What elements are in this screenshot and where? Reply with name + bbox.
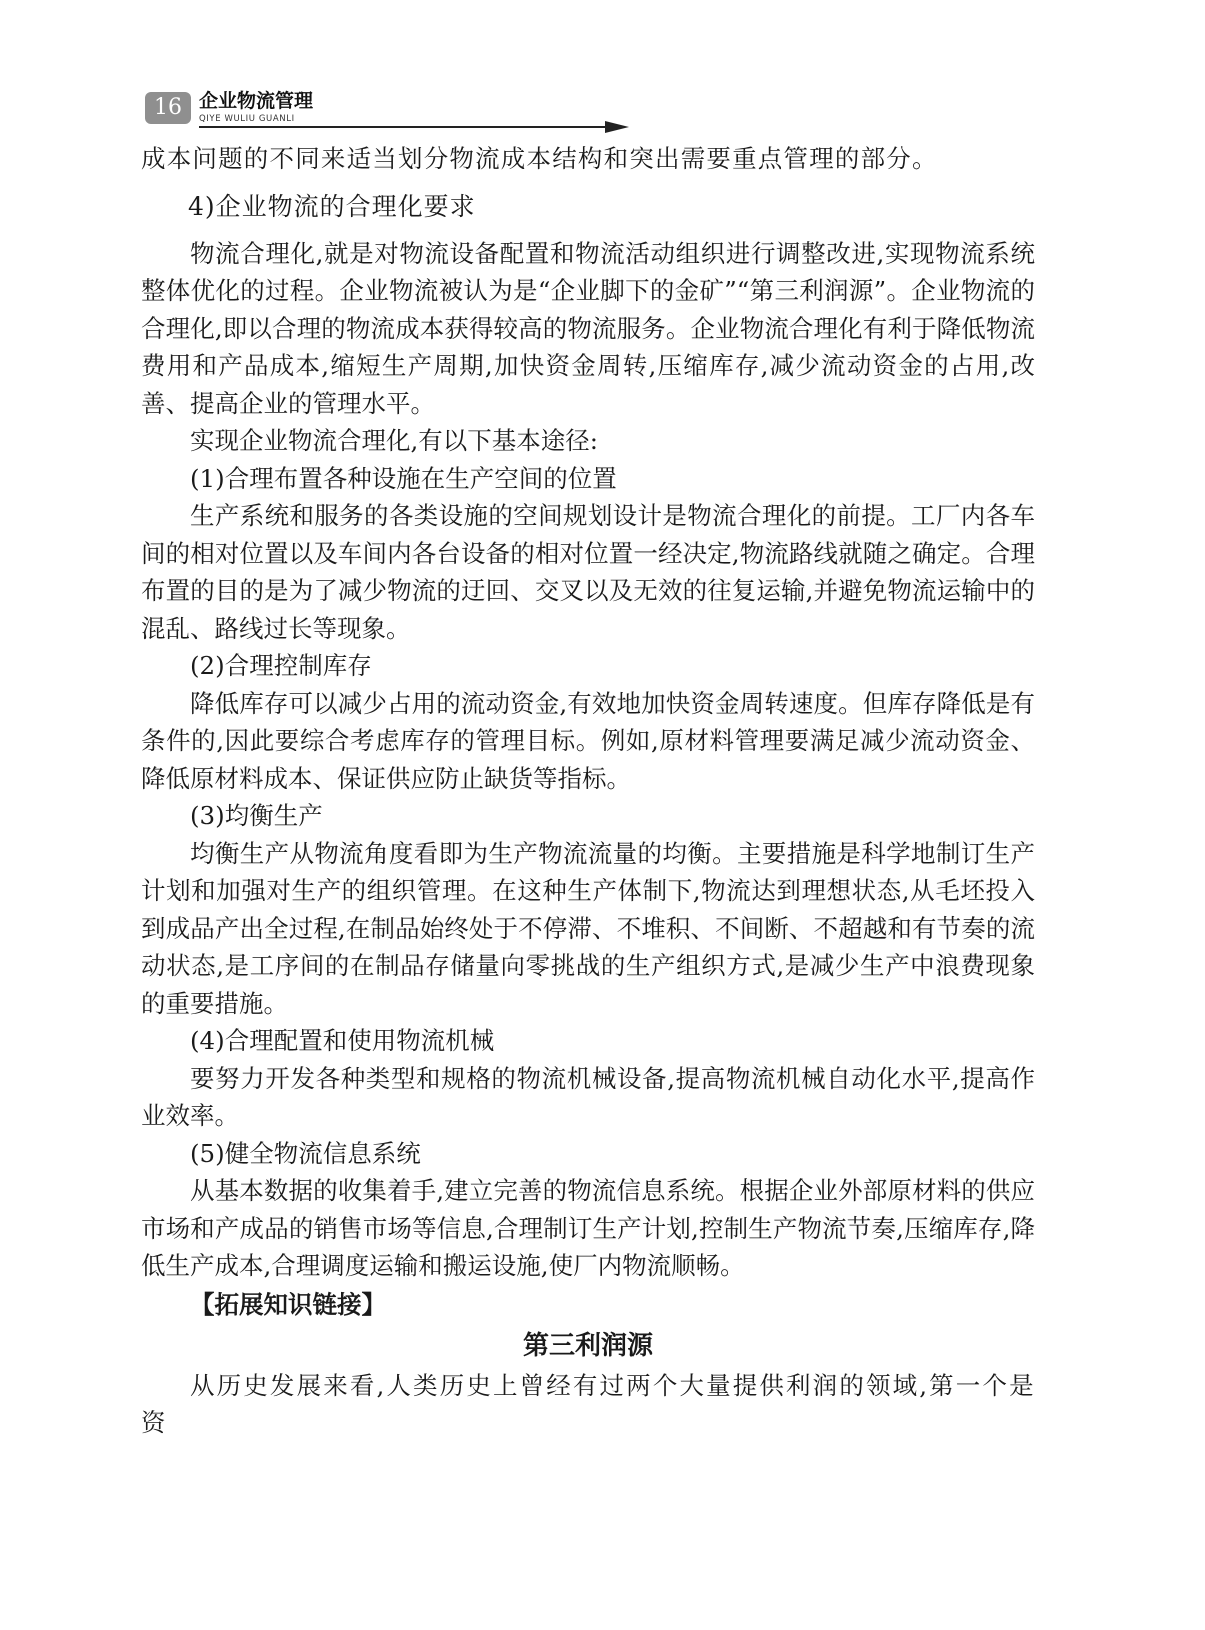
item-title: (3)均衡生产: [190, 801, 323, 830]
extension-title: 第三利润源: [522, 1330, 653, 1361]
running-header: [145, 88, 635, 128]
item-paragraph: 均衡生产从物流角度看即为生产物流流量的均衡。主要措施是科学地制订生产计划和加强对生产的组织管理。在这种生产体制下,物流达到理想状态,从毛坯投入到成品产出全过程,在制品始终处于不停滞、不堆积、不间断、不超越和有节奏的流动状态,是工序间的在制品存储量向零挑战的生产组织方式,是减少生产中浪费现象的重要措施。: [141, 838, 1035, 1018]
page-number-badge: 16: [145, 92, 191, 124]
item-paragraph: 从基本数据的收集着手,建立完善的物流信息系统。根据企业外部原材料的供应市场和产成品的销售市场等信息,合理制订生产计划,控制生产物流节奏,压缩库存,降低生产成本,合理调度运输和搬运设施,使厂内物流顺畅。: [141, 1176, 1035, 1280]
item-paragraph: 生产系统和服务的各类设施的空间规划设计是物流合理化的前提。工厂内各车间的相对位置以及车间内各台设备的相对位置一经决定,物流路线就随之确定。合理布置的目的是为了减少物流的迂回、交叉以及无效的往复运输,并避免物流运输中的混乱、路线过长等现象。: [141, 501, 1035, 643]
continuation-paragraph: 成本问题的不同来适当划分物流成本结构和突出需要重点管理的部分。: [141, 144, 938, 173]
item-paragraph: 降低库存可以减少占用的流动资金,有效地加快资金周转速度。但库存降低是有条件的,因此要综合考虑库存的管理目标。例如,原材料管理要满足减少流动资金、降低原材料成本、保证供应防止缺货等指标。: [141, 688, 1035, 793]
section-heading: 4)企业物流的合理化要求: [188, 191, 476, 221]
extension-paragraph: 从历史发展来看,人类历史上曾经有过两个大量提供利润的领域,第一个是资: [141, 1370, 1035, 1437]
item-title: (4)合理配置和使用物流机械: [190, 1026, 495, 1055]
item-title: (5)健全物流信息系统: [190, 1138, 421, 1168]
page-body: [141, 140, 1035, 1442]
arrow-icon: [605, 121, 629, 133]
item-title: (1)合理布置各种设施在生产空间的位置: [190, 463, 617, 493]
item-title: (2)合理控制库存: [190, 651, 372, 680]
intro-paragraph: 物流合理化,就是对物流设备配置和物流活动组织进行调整改进,实现物流系统整体优化的过程。企业物流被认为是“企业脚下的金矿”“第三利润源”。企业物流的合理化,即以合理的物流成本获得较高的物流服务。企业物流合理化有利于降低物流费用和产品成本,缩短生产周期,加快资金周转,压缩库存,减少流动资金的占用,改善、提高企业的管理水平。: [141, 238, 1035, 418]
header-rule: [199, 126, 609, 128]
ways-lead-paragraph: 实现企业物流合理化,有以下基本途径:: [190, 426, 599, 455]
extension-heading: 【拓展知识链接】: [190, 1289, 386, 1319]
book-subtitle: QIYE WULIU GUANLI: [199, 114, 295, 124]
book-title: 企业物流管理: [199, 90, 314, 112]
item-paragraph: 要努力开发各种类型和规格的物流机械设备,提高物流机械自动化水平,提高作业效率。: [141, 1063, 1035, 1130]
